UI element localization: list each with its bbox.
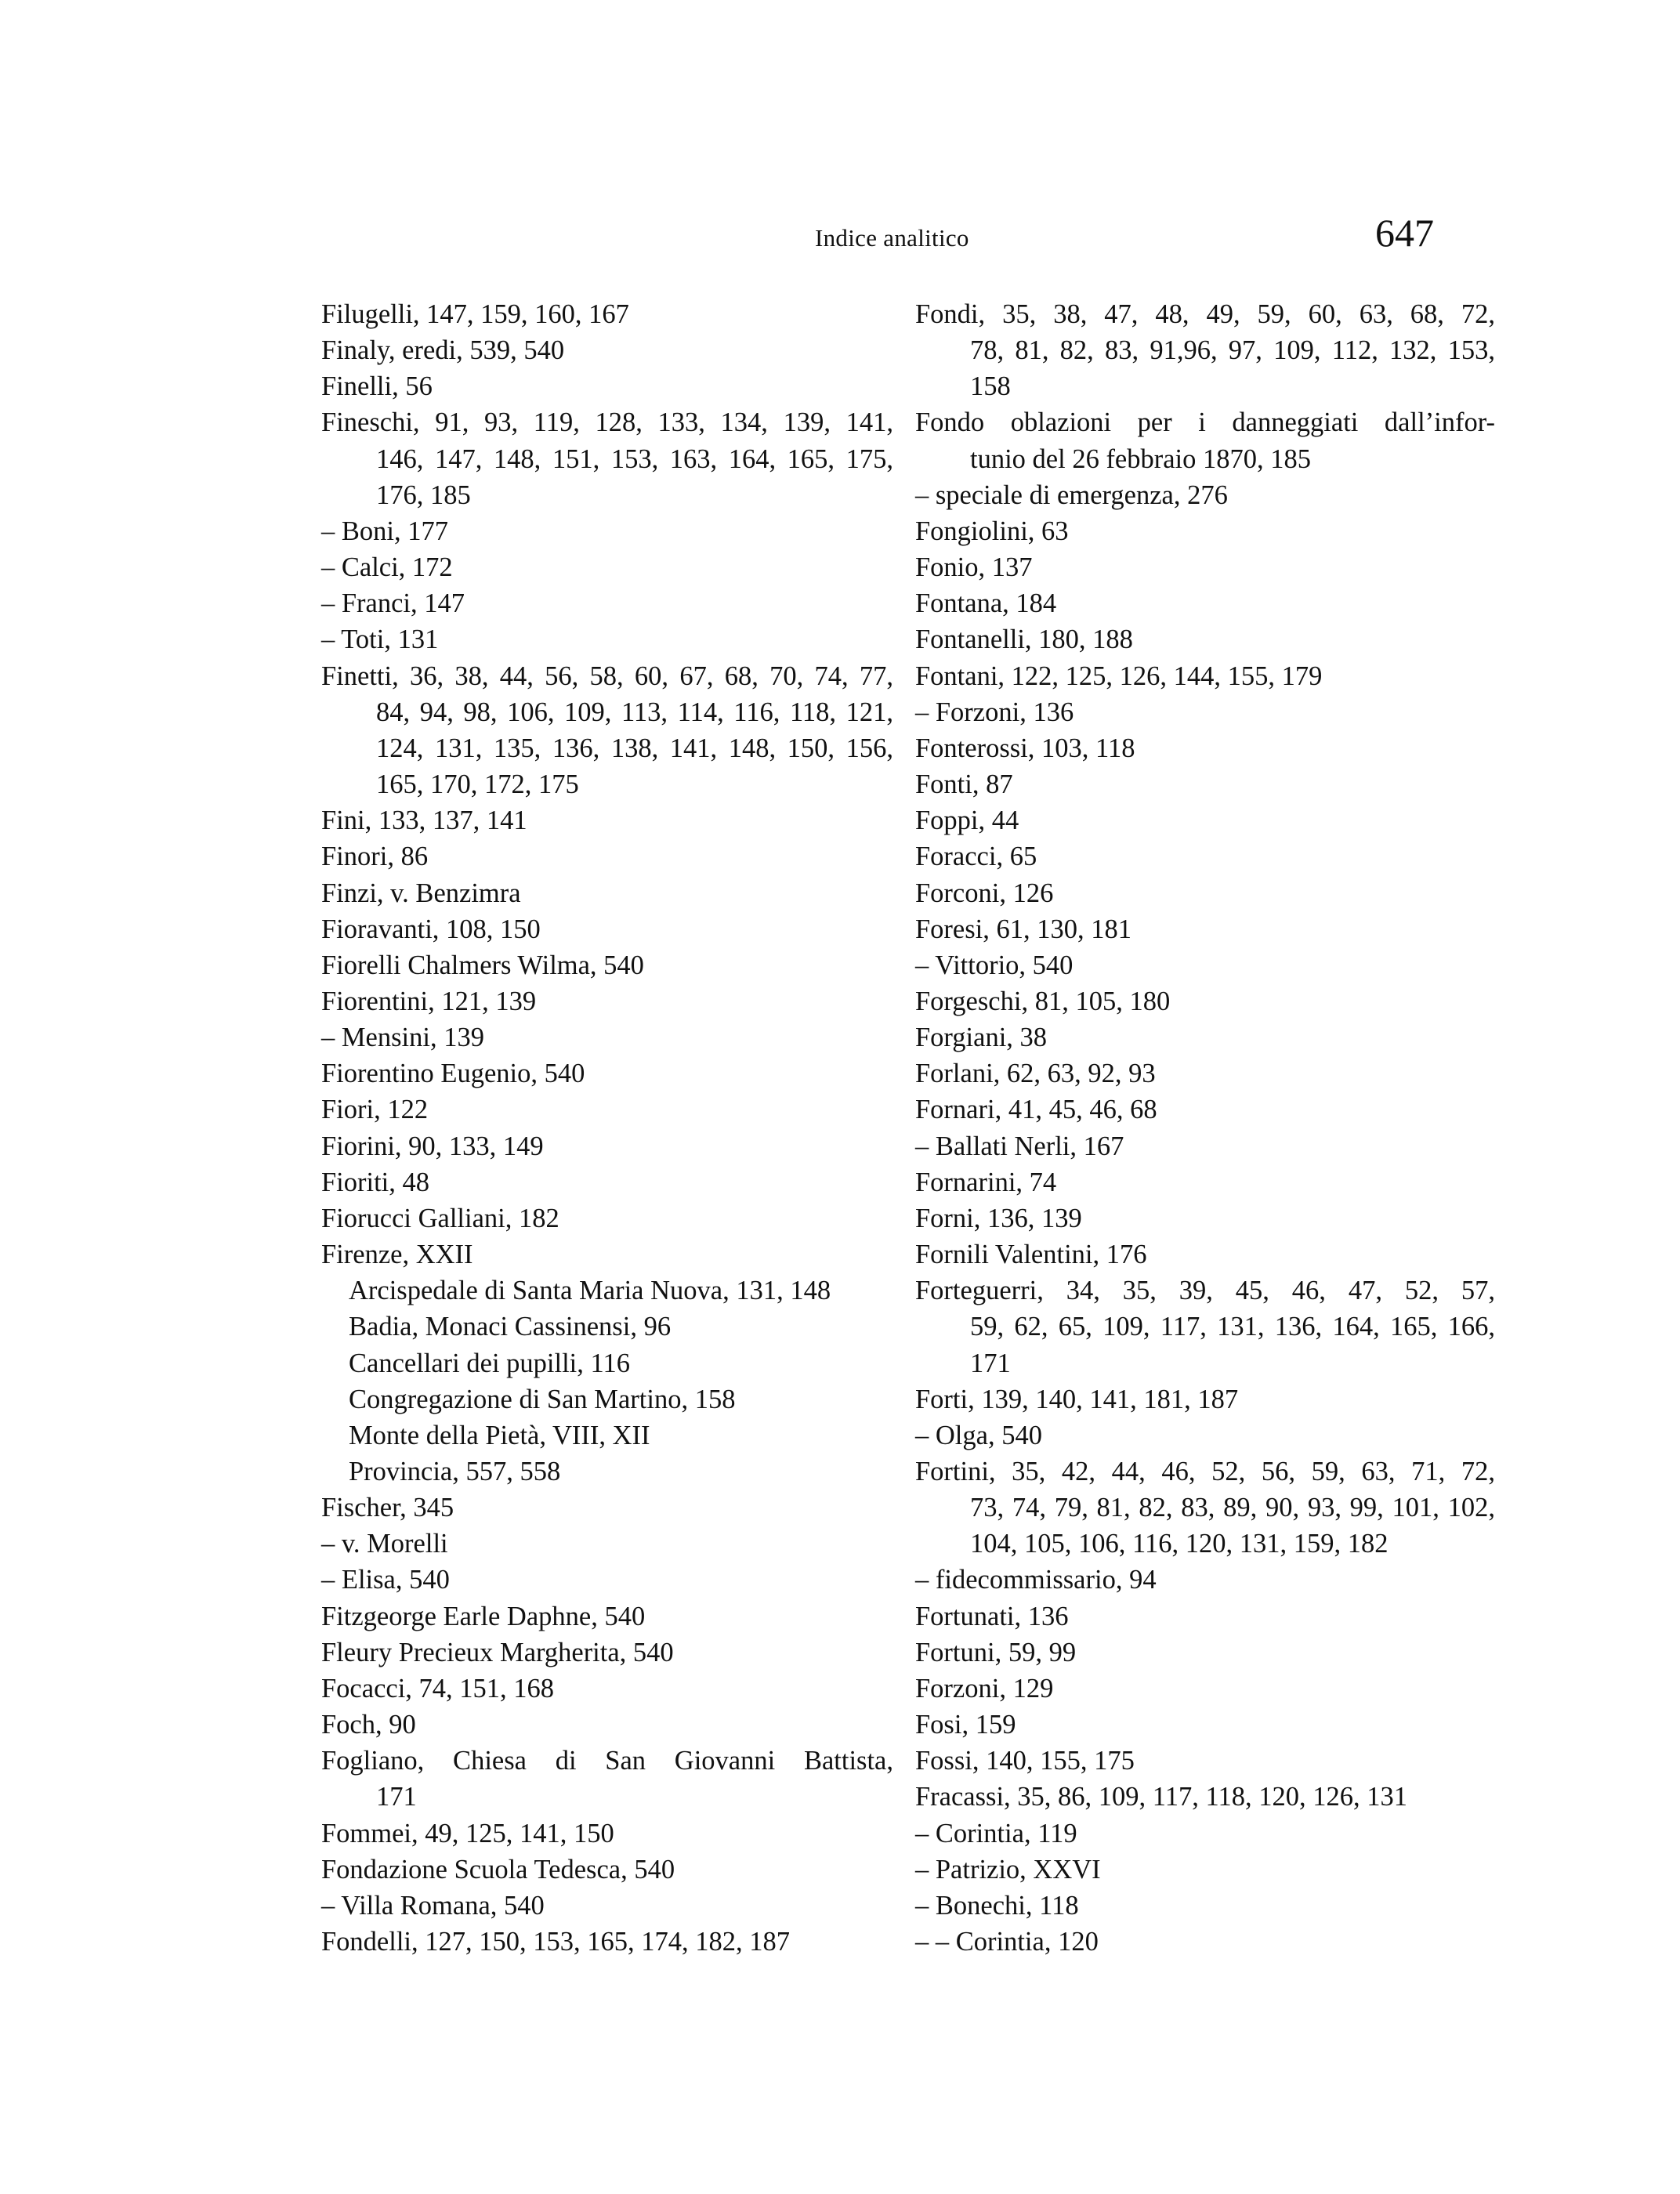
index-entry-text: – Toti, 131 bbox=[321, 625, 439, 655]
index-entry bbox=[321, 1128, 893, 1164]
index-entry bbox=[321, 1200, 893, 1236]
index-entry-continuation: 158 bbox=[970, 371, 1011, 402]
index-entry-text: Forti, 139, 140, 141, 181, 187 bbox=[915, 1384, 1239, 1414]
index-entry-text: Fondazione Scuola Tedesca, 540 bbox=[321, 1854, 675, 1884]
index-entry bbox=[321, 947, 893, 983]
index-entry-text: – Franci, 147 bbox=[321, 588, 465, 619]
index-entry-text: Fortini, 35, 42, 44, 46, 52, 56, 59, 63, 71, 72, bbox=[915, 1457, 1495, 1486]
index-entry bbox=[915, 513, 1495, 549]
index-entry-text: Foracci, 65 bbox=[915, 842, 1037, 872]
index-column-right bbox=[915, 296, 1495, 1960]
index-entry bbox=[915, 621, 1495, 657]
index-entry bbox=[915, 983, 1495, 1019]
index-entry-text: Fossi, 140, 155, 175 bbox=[915, 1746, 1135, 1776]
index-entry bbox=[915, 1743, 1495, 1779]
index-entry bbox=[915, 1273, 1495, 1381]
index-entry-text: Fondo oblazioni per i danneggiati dall’infor- bbox=[915, 407, 1495, 438]
index-entry-text: Finelli, 56 bbox=[321, 371, 433, 402]
index-entry-text: Fiorentino Eugenio, 540 bbox=[321, 1059, 585, 1089]
index-entry-text: Fiorucci Galliani, 182 bbox=[321, 1203, 559, 1233]
index-entry bbox=[915, 730, 1495, 766]
index-entry-text: – Forzoni, 136 bbox=[915, 697, 1074, 727]
index-entry bbox=[915, 1055, 1495, 1092]
index-entry bbox=[915, 694, 1495, 730]
index-entry bbox=[915, 1562, 1495, 1598]
index-entry-text: Fioravanti, 108, 150 bbox=[321, 914, 541, 944]
index-entry-continuation: 176, 185 bbox=[376, 480, 471, 510]
index-entry-text: Fontana, 184 bbox=[915, 588, 1057, 619]
index-entry bbox=[321, 1454, 893, 1490]
index-entry bbox=[915, 1707, 1495, 1743]
index-entry-text: Fornili Valentini, 176 bbox=[915, 1240, 1147, 1270]
index-entry-text: – Elisa, 540 bbox=[321, 1565, 450, 1595]
index-entry bbox=[915, 1924, 1495, 1960]
index-entry-text: Forni, 136, 139 bbox=[915, 1203, 1082, 1233]
index-entry-text: Fosi, 159 bbox=[915, 1710, 1016, 1740]
index-entry bbox=[915, 1888, 1495, 1924]
index-entry bbox=[321, 1598, 893, 1635]
index-entry-continuation: 146, 147, 148, 151, 153, 163, 164, 165, 175, bbox=[376, 444, 893, 474]
index-entry-text: Fortunati, 136 bbox=[915, 1601, 1069, 1631]
index-entry bbox=[321, 549, 893, 585]
index-entry-text: Filugelli, 147, 159, 160, 167 bbox=[321, 299, 629, 329]
index-entry-text: Fontani, 122, 125, 126, 144, 155, 179 bbox=[915, 661, 1323, 691]
index-entry-continuation: 165, 170, 172, 175 bbox=[376, 769, 579, 800]
index-entry bbox=[915, 875, 1495, 911]
index-entry-text: – Olga, 540 bbox=[915, 1420, 1042, 1450]
index-entry-text: Fongiolini, 63 bbox=[915, 516, 1069, 546]
index-entry-text: – fidecommissario, 94 bbox=[915, 1565, 1157, 1595]
index-entry-text: Fiorelli Chalmers Wilma, 540 bbox=[321, 950, 644, 980]
index-entry-text: Forconi, 126 bbox=[915, 878, 1054, 908]
index-entry bbox=[915, 1381, 1495, 1417]
index-entry bbox=[915, 477, 1495, 513]
index-entry-text: Fondi, 35, 38, 47, 48, 49, 59, 60, 63, 68, 72, bbox=[915, 299, 1495, 329]
index-entry-continuation: tunio del 26 febbraio 1870, 185 bbox=[970, 444, 1312, 474]
index-entry bbox=[321, 1092, 893, 1128]
index-entry-text: – Bonechi, 118 bbox=[915, 1890, 1079, 1921]
index-entry bbox=[321, 296, 893, 332]
index-entry bbox=[321, 513, 893, 549]
index-entry-text: Badia, Monaci Cassinensi, 96 bbox=[349, 1312, 672, 1342]
index-entry bbox=[915, 766, 1495, 802]
index-entry bbox=[321, 1888, 893, 1924]
index-entry-text: – speciale di emergenza, 276 bbox=[915, 480, 1228, 510]
index-entry bbox=[321, 1526, 893, 1562]
index-entry bbox=[321, 1236, 893, 1273]
index-entry bbox=[915, 1598, 1495, 1635]
index-entry bbox=[321, 1417, 893, 1454]
index-entry bbox=[321, 332, 893, 368]
index-entry bbox=[321, 983, 893, 1019]
index-entry-text: Congregazione di San Martino, 158 bbox=[349, 1384, 736, 1414]
index-entry bbox=[321, 1381, 893, 1417]
index-entry bbox=[915, 658, 1495, 694]
index-entry-text: Fornarini, 74 bbox=[915, 1167, 1057, 1197]
index-entry bbox=[321, 1924, 893, 1960]
index-entry bbox=[915, 1779, 1495, 1815]
index-entry bbox=[915, 1852, 1495, 1888]
index-entry-text: Focacci, 74, 151, 168 bbox=[321, 1673, 555, 1703]
index-entry-continuation: 73, 74, 79, 81, 82, 83, 89, 90, 93, 99, 101, 102, bbox=[970, 1493, 1495, 1523]
running-title: Indice analitico bbox=[815, 224, 969, 252]
index-entry bbox=[915, 549, 1495, 585]
index-entry bbox=[915, 1236, 1495, 1273]
index-entry bbox=[321, 1273, 893, 1309]
index-entry-text: Fioriti, 48 bbox=[321, 1167, 430, 1197]
index-entry bbox=[915, 1164, 1495, 1200]
index-entry-text: – Boni, 177 bbox=[321, 516, 448, 546]
index-entry-text: Forgiani, 38 bbox=[915, 1023, 1048, 1053]
index-entry-text: – Patrizio, XXVI bbox=[915, 1854, 1101, 1884]
index-entry-text: Fonti, 87 bbox=[915, 769, 1013, 800]
index-entry bbox=[321, 1635, 893, 1671]
index-entry-text: Fiorentini, 121, 139 bbox=[321, 986, 537, 1016]
index-entry-text: Fracassi, 35, 86, 109, 117, 118, 120, 126, 131 bbox=[915, 1782, 1407, 1812]
index-entry bbox=[915, 802, 1495, 838]
index-entry bbox=[321, 1164, 893, 1200]
index-entry-text: Monte della Pietà, VIII, XII bbox=[349, 1420, 650, 1450]
index-entry-text: Fornari, 41, 45, 46, 68 bbox=[915, 1095, 1157, 1125]
index-entry-text: Firenze, XXII bbox=[321, 1240, 473, 1270]
index-entry bbox=[915, 296, 1495, 404]
index-entry-continuation: 171 bbox=[970, 1348, 1011, 1378]
index-entry bbox=[915, 1454, 1495, 1562]
index-entry-continuation: 171 bbox=[376, 1782, 417, 1812]
index-entry bbox=[915, 1200, 1495, 1236]
index-entry bbox=[321, 1309, 893, 1345]
page-number: 647 bbox=[1375, 211, 1434, 255]
index-entry bbox=[321, 1743, 893, 1815]
index-entry bbox=[321, 1707, 893, 1743]
index-entry bbox=[915, 1128, 1495, 1164]
index-entry-text: Finzi, v. Benzimra bbox=[321, 878, 521, 908]
index-entry bbox=[915, 1816, 1495, 1852]
index-entry-text: Fiori, 122 bbox=[321, 1095, 429, 1125]
index-entry-text: – – Corintia, 120 bbox=[915, 1927, 1099, 1957]
index-entry bbox=[915, 1019, 1495, 1055]
index-entry bbox=[321, 1562, 893, 1598]
index-entry-text: Forzoni, 129 bbox=[915, 1673, 1054, 1703]
index-entry bbox=[321, 802, 893, 838]
index-entry bbox=[321, 1816, 893, 1852]
index-entry-text: – Villa Romana, 540 bbox=[321, 1890, 545, 1921]
index-entry-text: Forgeschi, 81, 105, 180 bbox=[915, 986, 1171, 1016]
index-entry-text: Provincia, 557, 558 bbox=[349, 1457, 561, 1486]
index-entry-text: Fondelli, 127, 150, 153, 165, 174, 182, 187 bbox=[321, 1927, 791, 1957]
index-entry-text: Finetti, 36, 38, 44, 56, 58, 60, 67, 68, 70, 74, 77, bbox=[321, 661, 893, 691]
page-header bbox=[0, 0, 1680, 282]
index-entry-text: – Corintia, 119 bbox=[915, 1818, 1077, 1848]
index-entry-text: Fonio, 137 bbox=[915, 552, 1033, 583]
index-entry-text: Finori, 86 bbox=[321, 842, 429, 872]
index-entry bbox=[321, 1345, 893, 1381]
index-entry bbox=[915, 1417, 1495, 1454]
index-entry bbox=[321, 368, 893, 404]
index-entry bbox=[321, 404, 893, 512]
index-entry-text: Foresi, 61, 130, 181 bbox=[915, 914, 1131, 944]
index-entry-text: Fontanelli, 180, 188 bbox=[915, 625, 1133, 655]
index-entry bbox=[915, 838, 1495, 874]
index-entry bbox=[915, 1671, 1495, 1707]
index-entry bbox=[321, 838, 893, 874]
index-entry-text: Fiorini, 90, 133, 149 bbox=[321, 1131, 544, 1161]
index-entry bbox=[321, 875, 893, 911]
index-entry-text: Fini, 133, 137, 141 bbox=[321, 806, 527, 836]
index-entry-text: – Calci, 172 bbox=[321, 552, 453, 583]
index-entry-text: Fleury Precieux Margherita, 540 bbox=[321, 1637, 674, 1667]
index-entry bbox=[915, 911, 1495, 947]
index-entry-text: Arcispedale di Santa Maria Nuova, 131, 148 bbox=[349, 1276, 831, 1306]
index-entry bbox=[321, 1019, 893, 1055]
index-entry bbox=[321, 1671, 893, 1707]
index-entry-text: Fogliano, Chiesa di San Giovanni Battista, bbox=[321, 1746, 893, 1776]
index-column-left bbox=[321, 296, 893, 1960]
index-entry bbox=[915, 404, 1495, 476]
index-entry-text: Fommei, 49, 125, 141, 150 bbox=[321, 1818, 614, 1848]
index-entry-text: – Vittorio, 540 bbox=[915, 950, 1074, 980]
index-entry bbox=[321, 585, 893, 621]
index-entry-text: – v. Morelli bbox=[321, 1529, 448, 1559]
index-entry-text: Fineschi, 91, 93, 119, 128, 133, 134, 139, 141, bbox=[321, 407, 893, 438]
index-entry-text: – Ballati Nerli, 167 bbox=[915, 1131, 1124, 1161]
index-entry-text: Cancellari dei pupilli, 116 bbox=[349, 1348, 630, 1378]
index-entry bbox=[321, 621, 893, 657]
index-entry-continuation: 59, 62, 65, 109, 117, 131, 136, 164, 165, 166, bbox=[970, 1312, 1495, 1342]
index-entry-continuation: 78, 81, 82, 83, 91,96, 97, 109, 112, 132, 153, bbox=[970, 335, 1495, 366]
index-entry-text: Finaly, eredi, 539, 540 bbox=[321, 335, 565, 366]
index-entry-text: Foppi, 44 bbox=[915, 806, 1019, 836]
index-entry bbox=[321, 911, 893, 947]
index-entry bbox=[321, 658, 893, 803]
index-entry bbox=[321, 1852, 893, 1888]
index-entry-text: – Mensini, 139 bbox=[321, 1023, 484, 1053]
index-entry-continuation: 84, 94, 98, 106, 109, 113, 114, 116, 118, 121, bbox=[376, 697, 893, 727]
index-entry-continuation: 124, 131, 135, 136, 138, 141, 148, 150, 156, bbox=[376, 733, 893, 763]
index-entry-text: Fitzgeorge Earle Daphne, 540 bbox=[321, 1601, 646, 1631]
index-entry-text: Foch, 90 bbox=[321, 1710, 416, 1740]
index-entry-text: Fischer, 345 bbox=[321, 1493, 454, 1523]
index-entry bbox=[915, 947, 1495, 983]
index-entry-text: Forteguerri, 34, 35, 39, 45, 46, 47, 52, 57, bbox=[915, 1276, 1495, 1306]
index-entry bbox=[321, 1490, 893, 1526]
index-entry bbox=[321, 1055, 893, 1092]
index-entry-text: Fortuni, 59, 99 bbox=[915, 1637, 1077, 1667]
index-entry-text: Fonterossi, 103, 118 bbox=[915, 733, 1135, 763]
index-entry bbox=[915, 1635, 1495, 1671]
index-entry bbox=[915, 585, 1495, 621]
index-entry bbox=[915, 1092, 1495, 1128]
index-entry-continuation: 104, 105, 106, 116, 120, 131, 159, 182 bbox=[970, 1529, 1389, 1559]
index-entry-text: Forlani, 62, 63, 92, 93 bbox=[915, 1059, 1156, 1089]
